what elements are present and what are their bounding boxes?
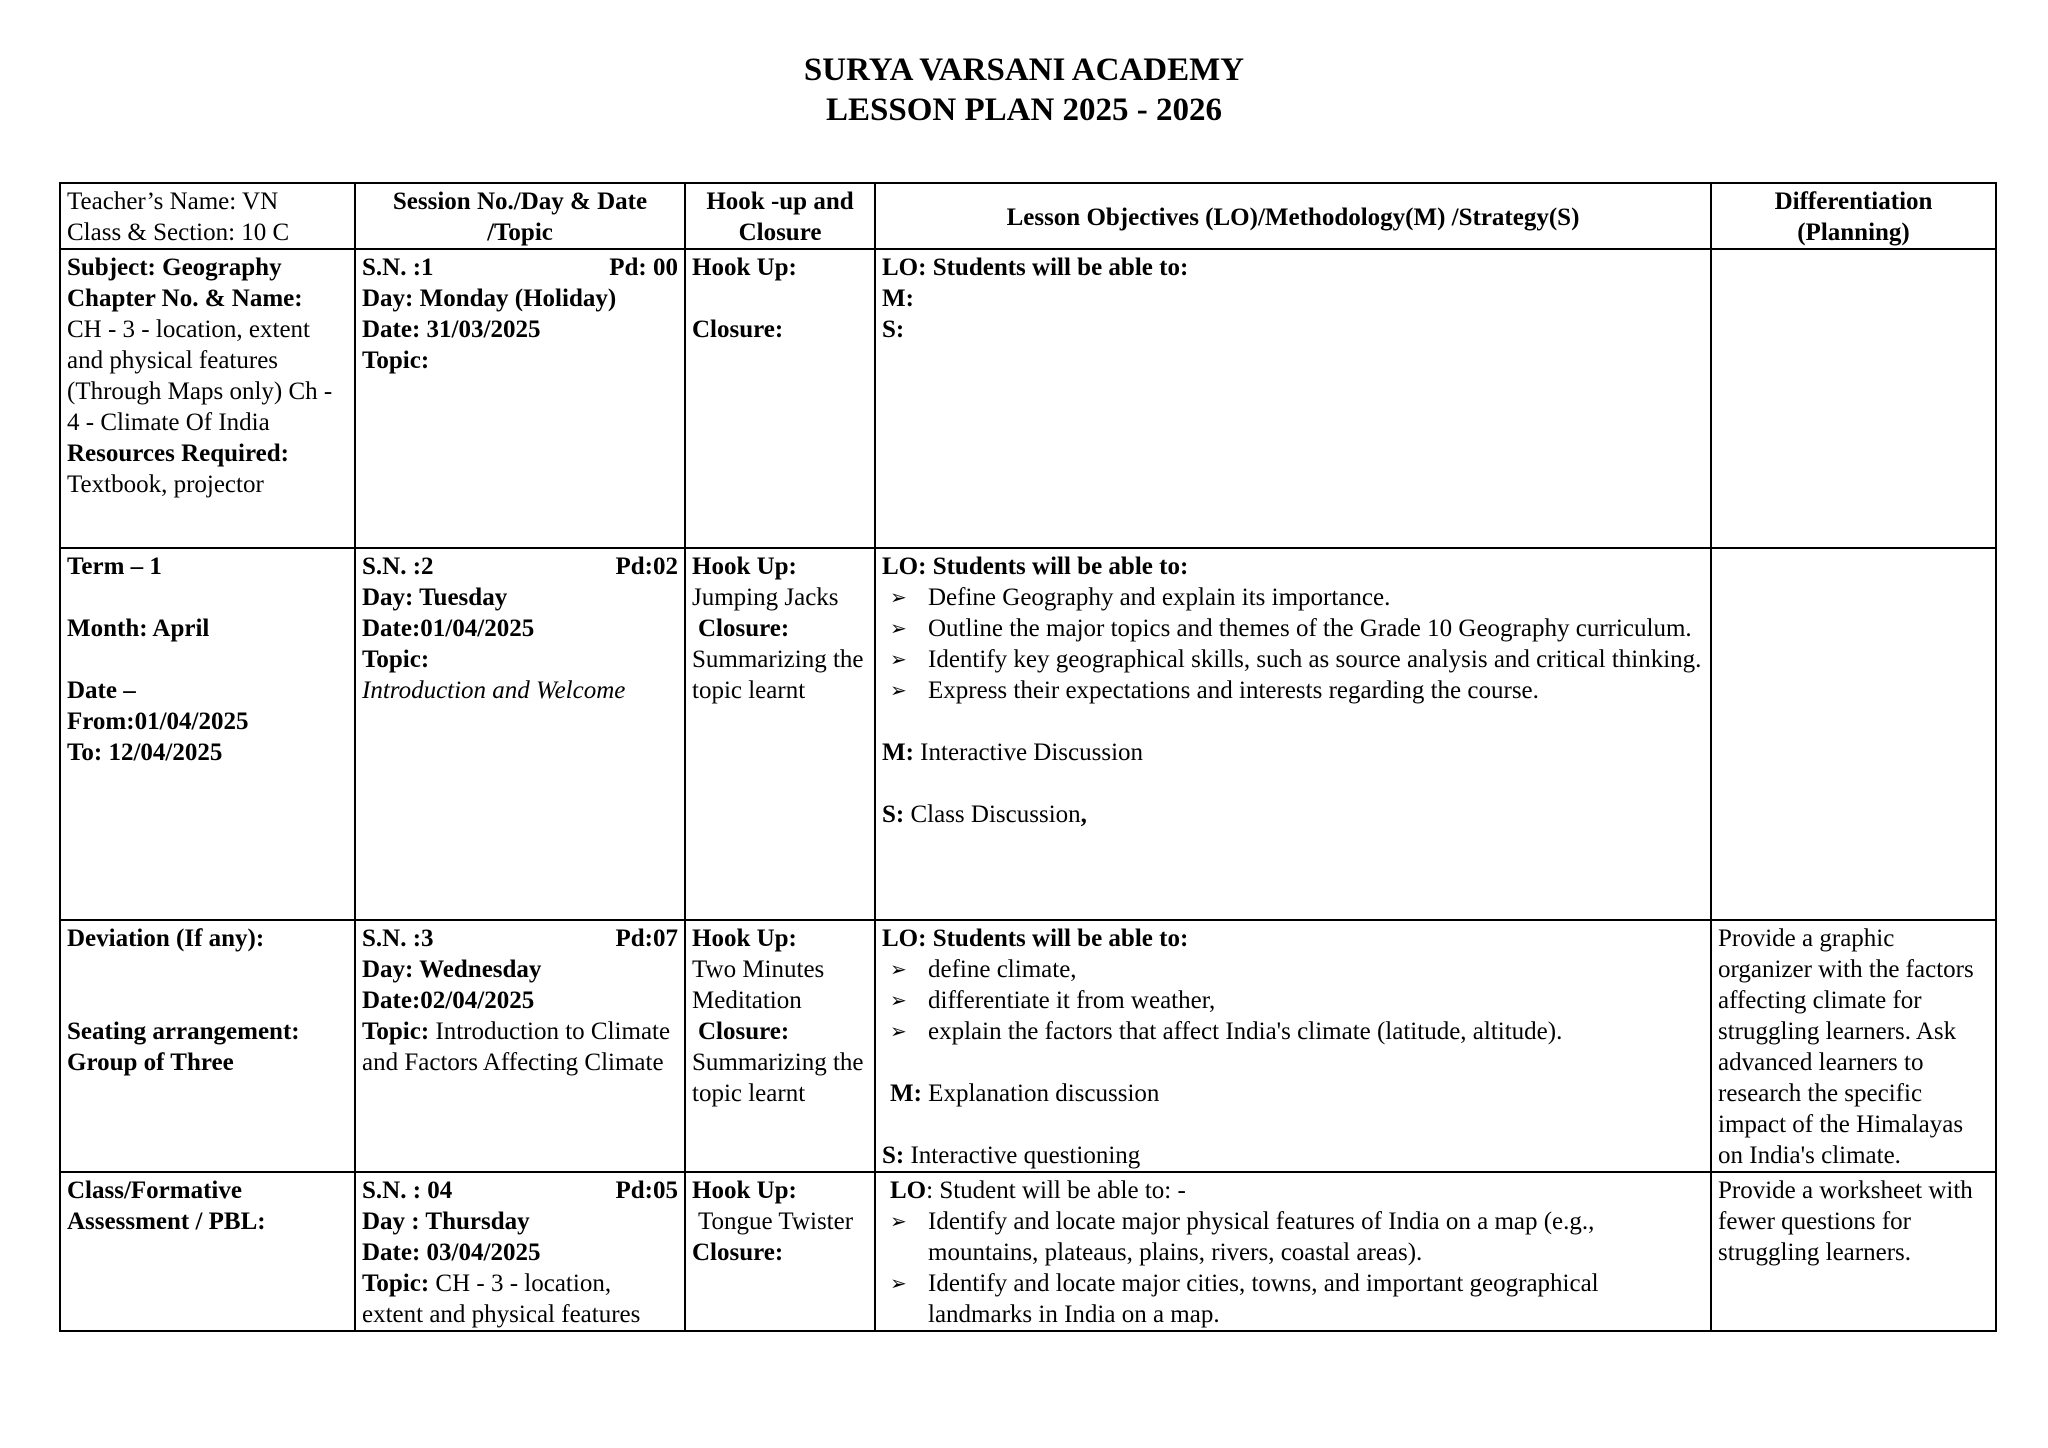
table-row (60, 249, 1996, 548)
list-item: ➢ Identify and locate major physical features of India on a map (e.g., mountains, plateaus, plains, rivers, coastal areas). (890, 1208, 1595, 1266)
session-day: Day: Tuesday (362, 584, 508, 611)
period: Pd:05 (615, 1177, 678, 1204)
lo-label: LO: Students will be able to: (882, 254, 1189, 281)
closure-label: Closure: (698, 615, 790, 642)
closure-label: Closure: (692, 316, 784, 343)
hook-cell (685, 548, 875, 920)
session-number: S.N. :2 (362, 553, 434, 580)
session-number-line (362, 551, 678, 582)
session-number: S.N. :3 (362, 925, 434, 952)
list-item: ➢ Outline the major topics and themes of the Grade 10 Geography curriculum. (890, 615, 1692, 642)
page-title (0, 50, 2048, 130)
s-label: S: (882, 316, 905, 343)
list-item: ➢ Identify key geographical skills, such as source analysis and critical thinking. (890, 646, 1702, 673)
methodology: M: Explanation discussion (890, 1080, 1160, 1107)
arrow-bullet-icon: ➢ (890, 1019, 907, 1043)
hook-cell (685, 1172, 875, 1331)
differentiation-cell: Provide a graphic organizer with the factors affecting climate for struggling learners. Ask advanced learners to research the specific impact of the Himalayas on India's climate. (1711, 920, 1996, 1172)
hook-cell (685, 920, 875, 1172)
table-row (60, 920, 1996, 1172)
hook-label: Hook Up: (692, 553, 797, 580)
period: Pd:02 (615, 553, 678, 580)
hook-text: Two Minutes Meditation (692, 956, 825, 1014)
subject: Subject: Geography (67, 254, 282, 281)
arrow-bullet-icon: ➢ (890, 647, 907, 671)
hook-label: Hook Up: (692, 1177, 797, 1204)
list-item: ➢ define climate, (890, 956, 1077, 983)
chapter-label: Chapter No. & Name: (67, 285, 303, 312)
objectives-cell (875, 548, 1711, 920)
table-row (60, 548, 1996, 920)
period: Pd:07 (615, 925, 678, 952)
session-date: Date:01/04/2025 (362, 615, 535, 642)
teacher-header-cell (60, 183, 355, 249)
month: Month: April (67, 615, 210, 642)
closure-text: Summarizing the topic learnt (692, 646, 864, 704)
strategy: S: Interactive questioning (882, 1142, 1141, 1169)
chapter-text: CH - 3 - location, extent and physical features (Through Maps only) Ch - 4 - Climate Of India (67, 316, 333, 436)
lo-line: LO: Student will be able to: - (890, 1177, 1186, 1204)
term-cell (60, 548, 355, 920)
assessment-label: Class/Formative Assessment / PBL: (67, 1177, 266, 1235)
deviation-label: Deviation (If any): (67, 925, 265, 952)
resources-text: Textbook, projector (67, 471, 264, 498)
arrow-bullet-icon: ➢ (890, 585, 907, 609)
objective-list (882, 1206, 1704, 1330)
topic-label: Topic: (362, 347, 430, 374)
resources-label: Resources Required: (67, 440, 289, 467)
topic-text: Introduction and Welcome (362, 677, 626, 704)
list-item: ➢ differentiate it from weather, (890, 987, 1216, 1014)
table-header-row (60, 183, 1996, 249)
list-item: ➢ Identify and locate major cities, towns, and important geographical landmarks in India on a map. (890, 1270, 1599, 1328)
differentiation-header: Differentiation (Planning) (1711, 183, 1996, 249)
list-item: ➢ Define Geography and explain its importance. (890, 584, 1391, 611)
lesson-plan-table (59, 182, 1997, 1332)
date-to: To: 12/04/2025 (67, 739, 223, 766)
hook-text: Tongue Twister (698, 1208, 854, 1235)
term: Term – 1 (67, 553, 162, 580)
closure-label: Closure: (692, 1239, 784, 1266)
session-day: Day: Wednesday (362, 956, 542, 983)
lo-label: LO: Students will be able to: (882, 925, 1189, 952)
closure-text: Summarizing the topic learnt (692, 1049, 864, 1107)
list-item: ➢ explain the factors that affect India's climate (latitude, altitude). (890, 1018, 1563, 1045)
deviation-cell (60, 920, 355, 1172)
session-number-line (362, 923, 678, 954)
plan-year: LESSON PLAN 2025 - 2026 (825, 92, 1223, 128)
session-number: S.N. : 04 (362, 1177, 453, 1204)
list-item: ➢ Express their expectations and interests regarding the course. (890, 677, 1539, 704)
differentiation-cell (1711, 249, 1996, 548)
info-cell (60, 249, 355, 548)
period: Pd: 00 (609, 254, 678, 281)
hook-label: Hook Up: (692, 925, 797, 952)
session-number: S.N. :1 (362, 254, 434, 281)
session-day: Day: Monday (Holiday) (362, 285, 617, 312)
topic: Topic: CH - 3 - location, extent and physical features (362, 1270, 641, 1328)
table-row (60, 1172, 1996, 1331)
date-label: Date – (67, 677, 136, 704)
objectives-cell (875, 249, 1711, 548)
session-date: Date: 03/04/2025 (362, 1239, 541, 1266)
hook-label: Hook Up: (692, 254, 797, 281)
session-cell (355, 1172, 685, 1331)
session-number-line (362, 1175, 678, 1206)
objectives-header: Lesson Objectives (LO)/Methodology(M) /Strategy(S) (875, 183, 1711, 249)
methodology: M: Interactive Discussion (882, 739, 1144, 766)
m-label: M: (882, 285, 914, 312)
hook-header: Hook -up and Closure (685, 183, 875, 249)
strategy: S: Class Discussion, (882, 801, 1087, 828)
session-number-line (362, 252, 678, 283)
date-from: From:01/04/2025 (67, 708, 249, 735)
hook-cell (685, 249, 875, 548)
arrow-bullet-icon: ➢ (890, 957, 907, 981)
seating-text: Group of Three (67, 1049, 234, 1076)
arrow-bullet-icon: ➢ (890, 616, 907, 640)
closure-label: Closure: (698, 1018, 790, 1045)
hook-text: Jumping Jacks (692, 584, 839, 611)
objectives-cell (875, 920, 1711, 1172)
session-date: Date:02/04/2025 (362, 987, 535, 1014)
session-cell (355, 548, 685, 920)
school-name: SURYA VARSANI ACADEMY (803, 52, 1245, 88)
seating-label: Seating arrangement: (67, 1018, 300, 1045)
arrow-bullet-icon: ➢ (890, 988, 907, 1012)
teacher-name: Teacher’s Name: VN (67, 188, 279, 215)
session-cell (355, 249, 685, 548)
topic: Topic: Introduction to Climate and Factors Affecting Climate (362, 1018, 671, 1076)
arrow-bullet-icon: ➢ (890, 678, 907, 702)
arrow-bullet-icon: ➢ (890, 1271, 907, 1295)
topic-label: Topic: (362, 646, 430, 673)
class-section: Class & Section: 10 C (67, 219, 290, 246)
objective-list (882, 582, 1704, 706)
session-date: Date: 31/03/2025 (362, 316, 541, 343)
assessment-cell (60, 1172, 355, 1331)
session-day: Day : Thursday (362, 1208, 530, 1235)
differentiation-cell: Provide a worksheet with fewer questions for struggling learners. (1711, 1172, 1996, 1331)
differentiation-cell (1711, 548, 1996, 920)
objectives-cell (875, 1172, 1711, 1331)
session-header: Session No./Day & Date /Topic (355, 183, 685, 249)
session-cell (355, 920, 685, 1172)
arrow-bullet-icon: ➢ (890, 1209, 907, 1233)
lo-label: LO: Students will be able to: (882, 553, 1189, 580)
objective-list (882, 954, 1704, 1047)
